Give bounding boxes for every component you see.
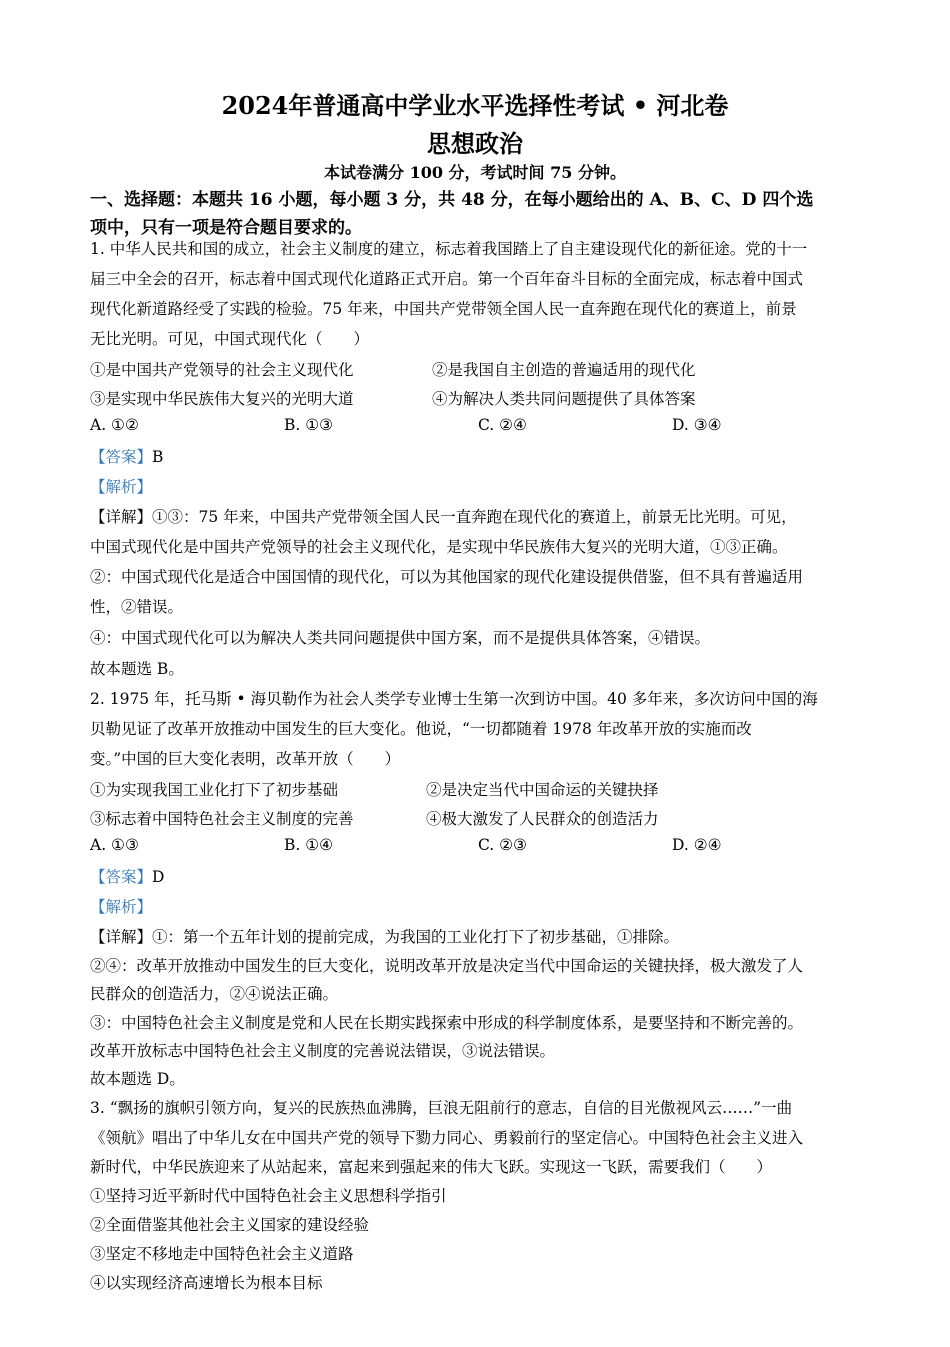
q1-choice-a: A. ①②: [90, 416, 139, 434]
q2-analysis-tag: 【解析】: [90, 898, 153, 916]
section-heading-line: 一、选择题：本题共 16 小题，每小题 3 分，共 48 分，在每小题给出的 A、B、C、D 四个选: [90, 190, 814, 210]
q1-stem-line: 届三中全会的召开，标志着中国式现代化道路正式开启。第一个百年奋斗目标的全面完成，标志着中国式: [90, 270, 804, 288]
q1-analysis-tag: 【解析】: [90, 478, 153, 496]
q2-stem-line: 贝勒见证了改革开放推动中国发生的巨大变化。他说，“一切都随着 1978 年改革开放的实施而改: [90, 720, 752, 738]
q1-detail-line: 【详解】①③：75 年来，中国共产党带领全国人民一直奔跑在现代化的赛道上，前景无比光明。可见，: [90, 508, 797, 526]
answer-tag: 【答案】: [90, 448, 153, 466]
q2-detail-line: 故本题选 D。: [90, 1070, 185, 1088]
q2-choice-d: D. ②④: [672, 836, 722, 854]
q2-stem-line: 2. 1975 年，托马斯 • 海贝勒作为社会人类学专业博士生第一次到访中国。40 多年来，多次访问中国的海: [90, 690, 818, 708]
q3-item: ②全面借鉴其他社会主义国家的建设经验: [90, 1216, 370, 1234]
q1-choice-c: C. ②④: [478, 416, 527, 434]
q2-item: ①为实现我国工业化打下了初步基础: [90, 781, 339, 799]
q1-detail-line: 中国式现代化是中国共产党领导的社会主义现代化，是实现中华民族伟大复兴的光明大道，①③正确。: [90, 538, 788, 556]
q1-stem-line: 现代化新道路经受了实践的检验。75 年来，中国共产党带领全国人民一直奔跑在现代化的赛道上，前景: [90, 300, 797, 318]
exam-title: 2024年普通高中学业水平选择性考试 • 河北卷: [221, 91, 729, 120]
q2-detail-line: 【详解】①：第一个五年计划的提前完成，为我国的工业化打下了初步基础，①排除。: [90, 928, 680, 946]
q3-stem-line: 《领航》唱出了中华儿女在中国共产党的领导下勠力同心、勇毅前行的坚定信心。中国特色社会主义进入: [90, 1129, 804, 1147]
q2-detail-line: ②④：改革开放推动中国发生的巨大变化，说明改革开放是决定当代中国命运的关键抉择，极大激发了人: [90, 957, 804, 975]
q3-stem-line: 新时代，中华民族迎来了从站起来，富起来到强起来的伟大飞跃。实现这一飞跃，需要我们（ ）: [90, 1158, 773, 1176]
q2-detail-line: 改革开放标志中国特色社会主义制度的完善说法错误，③说法错误。: [90, 1042, 556, 1060]
q2-detail-line: 民群众的创造活力，②④说法正确。: [90, 985, 339, 1003]
q1-choice-d: D. ③④: [672, 416, 722, 434]
q2-detail-line: ③：中国特色社会主义制度是党和人民在长期实践探索中形成的科学制度体系，是要坚持和不断完善的。: [90, 1014, 804, 1032]
section-heading: [90, 186, 865, 242]
q2-item: ③标志着中国特色社会主义制度的完善: [90, 810, 354, 828]
q1-answer: [90, 446, 163, 468]
q1-detail-line: 故本题选 B。: [90, 660, 184, 678]
exam-notice: 本试卷满分 100 分，考试时间 75 分钟。: [324, 163, 626, 182]
q1-stem-line: 无比光明。可见，中国式现代化（ ）: [90, 330, 370, 348]
q1-detail-line: ②：中国式现代化是适合中国国情的现代化，可以为其他国家的现代化建设提供借鉴，但不具有普遍适用: [90, 568, 804, 586]
q1-stem-line: 1. 中华人民共和国的成立，社会主义制度的建立，标志着我国踏上了自主建设现代化的新征途。党的十一: [90, 240, 808, 258]
q2-choice-a: A. ①③: [90, 836, 139, 854]
q3-stem-line: 3. “飘扬的旗帜引领方向，复兴的民族热血沸腾，巨浪无阻前行的意志，自信的目光傲视风云……”一曲: [90, 1099, 793, 1117]
q1-item: ④为解决人类共同问题提供了具体答案: [432, 390, 696, 408]
q2-item: ④极大激发了人民群众的创造活力: [426, 810, 659, 828]
q2-item: ②是决定当代中国命运的关键抉择: [426, 781, 659, 799]
q1-item: ①是中国共产党领导的社会主义现代化: [90, 361, 354, 379]
q2-answer: [90, 866, 164, 888]
q1-item: ②是我国自主创造的普遍适用的现代化: [432, 361, 696, 379]
q2-choice-b: B. ①④: [284, 836, 334, 854]
q2-stem-line: 变。”中国的巨大变化表明，改革开放（ ）: [90, 750, 401, 768]
q2-choice-c: C. ②③: [478, 836, 527, 854]
section-heading-line: 项中，只有一项是符合题目要求的。: [90, 218, 362, 238]
answer-value: B: [152, 448, 164, 466]
q3-item: ④以实现经济高速增长为根本目标: [90, 1274, 323, 1292]
q1-item: ③是实现中华民族伟大复兴的光明大道: [90, 390, 354, 408]
answer-tag: 【答案】: [90, 868, 153, 886]
q3-item: ③坚定不移地走中国特色社会主义道路: [90, 1245, 354, 1263]
q1-detail-line: ④：中国式现代化可以为解决人类共同问题提供中国方案，而不是提供具体答案，④错误。: [90, 629, 711, 647]
q3-item: ①坚持习近平新时代中国特色社会主义思想科学指引: [90, 1187, 447, 1205]
answer-value: D: [152, 868, 165, 886]
q1-choice-b: B. ①③: [284, 416, 334, 434]
q1-detail-line: 性，②错误。: [90, 598, 184, 616]
subject-title: 思想政治: [427, 129, 523, 158]
